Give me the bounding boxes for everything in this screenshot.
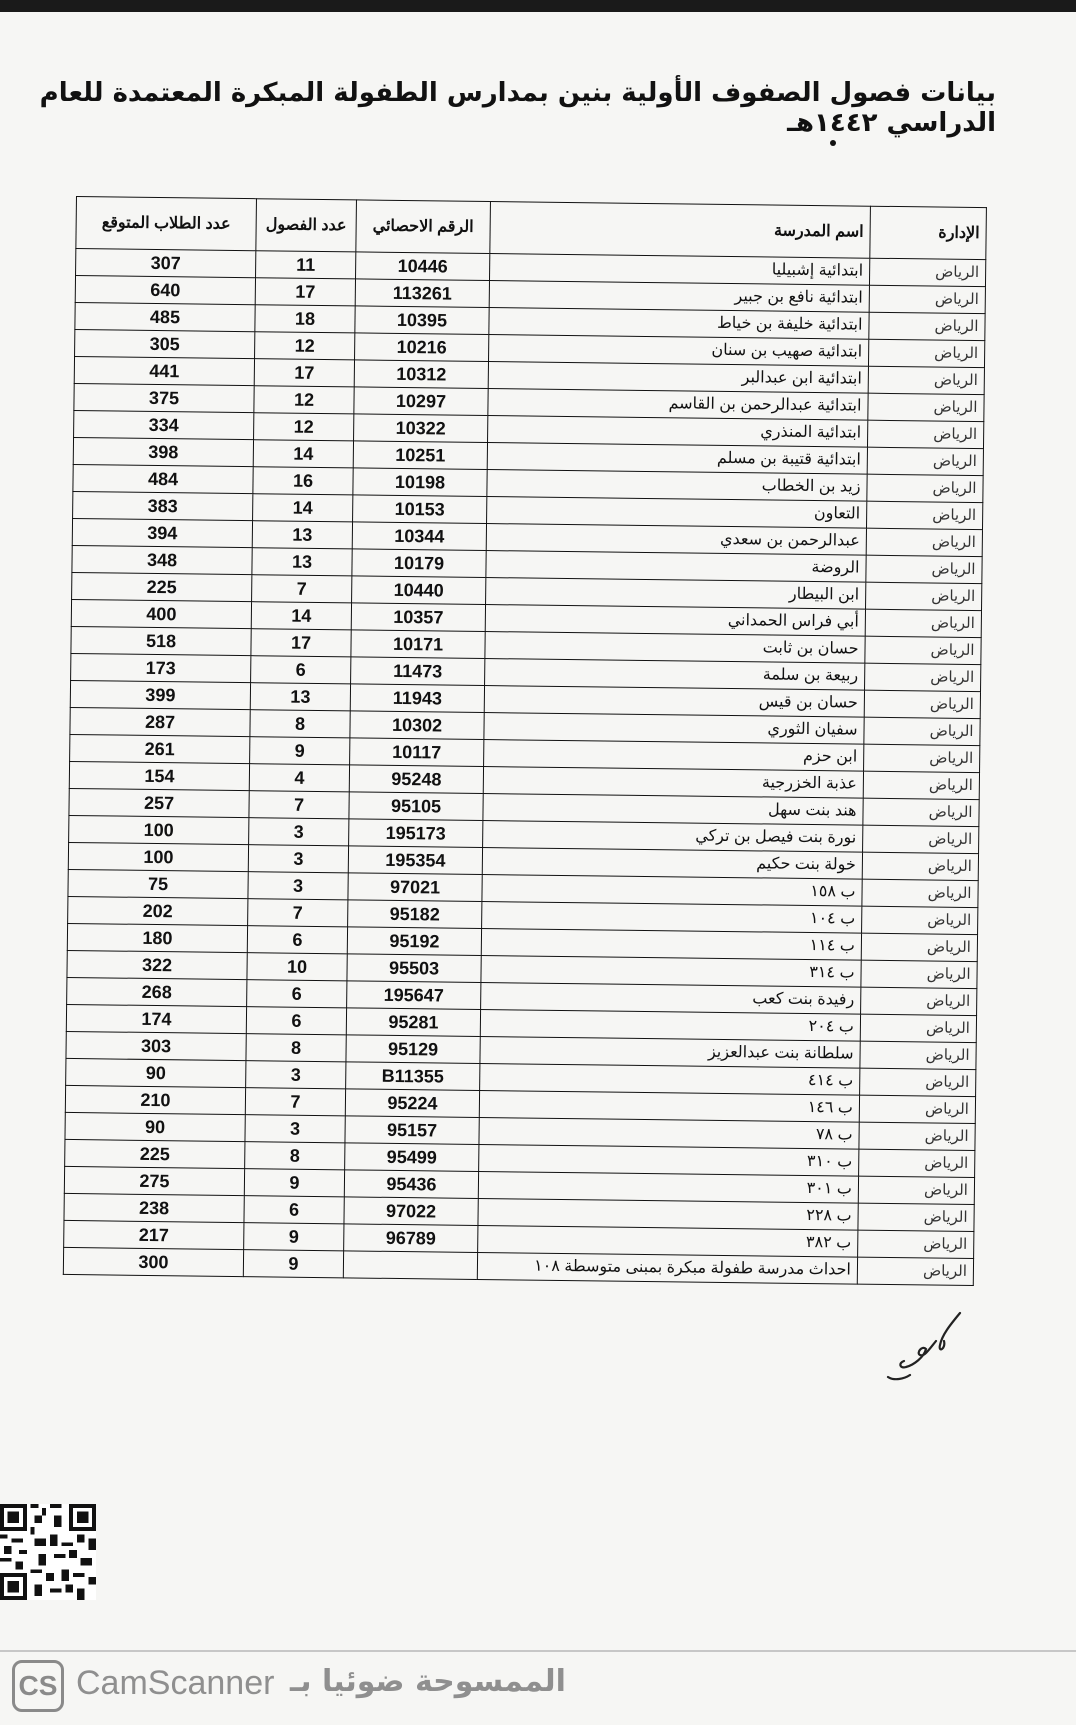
scan-top-edge — [0, 0, 1076, 12]
cell-stat-no: 10395 — [355, 306, 489, 335]
footer-divider — [0, 1650, 1076, 1652]
cell-school: ب ١٠٤ — [482, 902, 862, 934]
cell-school: زيد بن الخطاب — [487, 470, 867, 502]
cell-students: 383 — [73, 491, 253, 520]
cell-students: 100 — [68, 842, 248, 871]
cell-school: ابتدائية ابن عبدالبر — [488, 362, 868, 394]
cell-stat-no: B11355 — [346, 1062, 480, 1091]
cell-school: ب ٢٢٨ — [478, 1198, 858, 1230]
cell-stat-no: 95129 — [346, 1035, 480, 1064]
cell-admin: الرياض — [865, 609, 981, 637]
ink-dot — [830, 140, 836, 146]
cell-school: ب ٣١٤ — [481, 956, 861, 988]
cell-admin: الرياض — [865, 636, 981, 664]
cell-admin: الرياض — [859, 1122, 975, 1150]
cell-classes: 3 — [246, 1061, 346, 1089]
cell-stat-no: 10446 — [356, 252, 490, 281]
cell-classes: 6 — [244, 1196, 344, 1224]
camscanner-logo-icon: CS — [12, 1660, 64, 1712]
cell-admin: الرياض — [862, 879, 978, 907]
cell-admin: الرياض — [857, 1257, 973, 1285]
cell-classes: 6 — [251, 656, 351, 684]
cell-admin: الرياض — [861, 933, 977, 961]
cell-students: 303 — [66, 1031, 246, 1060]
cell-students: 518 — [71, 626, 251, 655]
cell-school: ب ٢٠٤ — [480, 1010, 860, 1042]
cell-stat-no: 95157 — [345, 1116, 479, 1145]
cell-admin: الرياض — [869, 258, 985, 286]
cell-school: عذبة الخزرجية — [483, 767, 863, 799]
cell-admin: الرياض — [865, 663, 981, 691]
cell-classes: 16 — [253, 467, 353, 495]
cell-admin: الرياض — [867, 447, 983, 475]
cell-school: ابن البيطار — [486, 578, 866, 610]
cell-classes: 13 — [252, 521, 352, 549]
cell-admin: الرياض — [867, 420, 983, 448]
cell-students: 210 — [65, 1085, 245, 1114]
cell-school: رفيدة بنت كعب — [481, 983, 861, 1015]
header-stat-no: الرقم الاحصائي — [356, 200, 491, 254]
cell-students: 100 — [69, 815, 249, 844]
cell-classes: 9 — [244, 1169, 344, 1197]
cell-students: 154 — [69, 761, 249, 790]
cell-classes: 12 — [255, 332, 355, 360]
cell-stat-no: 10171 — [351, 630, 485, 659]
cell-students: 275 — [64, 1166, 244, 1195]
cell-classes: 17 — [251, 629, 351, 657]
cell-students: 225 — [65, 1139, 245, 1168]
cell-admin: الرياض — [861, 987, 977, 1015]
cell-students: 305 — [75, 329, 255, 358]
cell-students: 441 — [74, 356, 254, 385]
cell-stat-no: 97022 — [344, 1197, 478, 1226]
camscanner-arabic-caption: الممسوحة ضوئيا بـ — [290, 1664, 566, 1699]
cell-stat-no: 10216 — [355, 333, 489, 362]
cell-admin: الرياض — [859, 1149, 975, 1177]
cell-classes: 14 — [253, 494, 353, 522]
document-title: بيانات فصول الصفوف الأولية بنين بمدارس الطفولة المبكرة المعتمدة للعام الدراسي ١٤٤٢هـ — [39, 78, 996, 138]
cell-stat-no: 10302 — [350, 711, 484, 740]
cell-stat-no: 195354 — [348, 846, 482, 875]
cell-classes: 9 — [243, 1250, 343, 1278]
cell-classes: 13 — [252, 548, 352, 576]
cell-classes: 7 — [245, 1088, 345, 1116]
cell-stat-no: 10312 — [354, 360, 488, 389]
cell-students: 238 — [64, 1193, 244, 1222]
cell-stat-no: 10153 — [353, 495, 487, 524]
cell-school: حسان بن ثابت — [485, 632, 865, 664]
cell-school: التعاون — [487, 497, 867, 529]
cell-stat-no: 95182 — [348, 900, 482, 929]
cell-students: 640 — [75, 276, 255, 305]
cell-stat-no: 10322 — [354, 414, 488, 443]
cell-school: ب ٤١٤ — [480, 1063, 860, 1095]
cell-classes: 13 — [250, 683, 350, 711]
cell-school: ابتدائية نافع بن جبير — [489, 281, 869, 313]
camscanner-brand: CamScanner — [76, 1664, 275, 1702]
cell-school: احداث مدرسة طفولة مبكرة بمبنى متوسطة ١٠٨ — [477, 1252, 857, 1284]
cell-classes: 11 — [256, 251, 356, 279]
cell-students: 398 — [73, 437, 253, 466]
cell-stat-no: 11943 — [350, 684, 484, 713]
cell-school: ربيعة بن سلمة — [485, 659, 865, 691]
cell-stat-no: 113261 — [355, 279, 489, 308]
cell-school: ب ٣٠١ — [478, 1171, 858, 1203]
cell-classes: 18 — [255, 305, 355, 333]
cell-stat-no: 97021 — [348, 873, 482, 902]
cell-students: 261 — [70, 734, 250, 763]
cell-students: 307 — [76, 249, 256, 278]
cell-school: ب ٧٨ — [479, 1117, 859, 1149]
cell-stat-no: 10198 — [353, 468, 487, 497]
cell-stat-no: 95281 — [346, 1008, 480, 1037]
cell-school: أبي فراس الحمداني — [485, 605, 865, 637]
cell-stat-no: 195647 — [347, 981, 481, 1010]
cell-stat-no: 95105 — [349, 792, 483, 821]
cell-stat-no: 95436 — [344, 1170, 478, 1199]
cell-classes: 7 — [249, 791, 349, 819]
cell-students: 90 — [66, 1058, 246, 1087]
schools-table — [63, 196, 987, 1286]
cell-classes: 3 — [245, 1115, 345, 1143]
cell-admin: الرياض — [864, 717, 980, 745]
cell-stat-no: 10357 — [351, 603, 485, 632]
cell-school: ابتدائية خليفة بن خياط — [489, 308, 869, 340]
cell-stat-no: 10297 — [354, 387, 488, 416]
cell-admin: الرياض — [862, 906, 978, 934]
cell-admin: الرياض — [858, 1176, 974, 1204]
cell-students: 180 — [67, 923, 247, 952]
cell-admin: الرياض — [861, 960, 977, 988]
cell-admin: الرياض — [868, 366, 984, 394]
cell-classes: 3 — [248, 845, 348, 873]
header-classes: عدد الفصول — [256, 199, 357, 252]
cell-admin: الرياض — [869, 312, 985, 340]
cell-stat-no: 95248 — [349, 765, 483, 794]
cell-students: 375 — [74, 383, 254, 412]
cell-classes: 7 — [252, 575, 352, 603]
cell-admin: الرياض — [866, 555, 982, 583]
cell-school: ب ٣١٠ — [479, 1144, 859, 1176]
cell-students: 173 — [71, 653, 251, 682]
cell-admin: الرياض — [867, 501, 983, 529]
cell-classes: 3 — [249, 818, 349, 846]
cell-admin: الرياض — [866, 582, 982, 610]
cell-school: ب ١١٤ — [481, 929, 861, 961]
cell-students: 485 — [75, 302, 255, 331]
cell-students: 268 — [67, 977, 247, 1006]
cell-admin: الرياض — [860, 1014, 976, 1042]
cell-classes: 17 — [255, 278, 355, 306]
cell-classes: 17 — [254, 359, 354, 387]
cell-stat-no — [343, 1251, 477, 1280]
cell-admin: الرياض — [860, 1068, 976, 1096]
cell-classes: 6 — [247, 980, 347, 1008]
cell-stat-no: 10251 — [353, 441, 487, 470]
cell-stat-no: 95192 — [347, 927, 481, 956]
cell-admin: الرياض — [864, 744, 980, 772]
cell-school: نورة بنت فيصل بن تركي — [483, 821, 863, 853]
cell-students: 287 — [70, 707, 250, 736]
cell-classes: 12 — [254, 386, 354, 414]
cell-school: الروضة — [486, 551, 866, 583]
cell-school: ابتدائية قتيبة بن مسلم — [487, 443, 867, 475]
cell-students: 257 — [69, 788, 249, 817]
cell-students: 174 — [66, 1004, 246, 1033]
cell-students: 75 — [68, 869, 248, 898]
cell-admin: الرياض — [866, 528, 982, 556]
cell-school: ابتدائية صهيب بن سنان — [489, 335, 869, 367]
cell-classes: 8 — [245, 1142, 345, 1170]
cell-school: ب ٣٨٢ — [478, 1225, 858, 1257]
cell-students: 322 — [67, 950, 247, 979]
cell-classes: 4 — [249, 764, 349, 792]
cell-students: 348 — [72, 545, 252, 574]
cell-admin: الرياض — [863, 798, 979, 826]
cell-stat-no: 195173 — [349, 819, 483, 848]
cell-stat-no: 10179 — [352, 549, 486, 578]
cell-classes: 14 — [251, 602, 351, 630]
cell-stat-no: 95499 — [345, 1143, 479, 1172]
cell-classes: 6 — [247, 926, 347, 954]
cell-students: 399 — [70, 680, 250, 709]
cell-admin: الرياض — [858, 1203, 974, 1231]
cell-admin: الرياض — [868, 393, 984, 421]
cell-stat-no: 95503 — [347, 954, 481, 983]
cell-school: ب ١٥٨ — [482, 875, 862, 907]
table-body — [63, 249, 985, 1286]
cell-classes: 3 — [248, 872, 348, 900]
cell-admin: الرياض — [864, 690, 980, 718]
header-school: اسم المدرسة — [490, 202, 871, 259]
cell-classes: 8 — [246, 1034, 346, 1062]
cell-classes: 9 — [250, 737, 350, 765]
cell-students: 225 — [72, 572, 252, 601]
header-students: عدد الطلاب المتوقع — [76, 197, 257, 251]
cell-admin: الرياض — [868, 339, 984, 367]
cell-classes: 6 — [246, 1007, 346, 1035]
cell-students: 400 — [71, 599, 251, 628]
cell-admin: الرياض — [869, 285, 985, 313]
cell-students: 394 — [72, 518, 252, 547]
cell-admin: الرياض — [858, 1230, 974, 1258]
cell-admin: الرياض — [862, 852, 978, 880]
cell-students: 90 — [65, 1112, 245, 1141]
cell-classes: 10 — [247, 953, 347, 981]
cell-school: ابتدائية إشبيليا — [489, 254, 869, 286]
cell-admin: الرياض — [863, 771, 979, 799]
cell-classes: 7 — [248, 899, 348, 927]
cell-students: 217 — [64, 1220, 244, 1249]
handwritten-signature — [880, 1305, 970, 1395]
cell-school: خولة بنت حكيم — [482, 848, 862, 880]
cell-school: سفيان الثوري — [484, 713, 864, 745]
cell-students: 334 — [74, 410, 254, 439]
cell-stat-no: 10440 — [352, 576, 486, 605]
cell-school: هند بنت سهل — [483, 794, 863, 826]
cell-school: ابتدائية عبدالرحمن بن القاسم — [488, 389, 868, 421]
qr-code — [0, 1504, 96, 1600]
cell-stat-no: 10117 — [350, 738, 484, 767]
cell-admin: الرياض — [859, 1095, 975, 1123]
cell-admin: الرياض — [867, 474, 983, 502]
cell-admin: الرياض — [860, 1041, 976, 1069]
cell-admin: الرياض — [863, 825, 979, 853]
cell-stat-no: 11473 — [351, 657, 485, 686]
cell-classes: 8 — [250, 710, 350, 738]
cell-school: ابتدائية المنذري — [488, 416, 868, 448]
cell-classes: 14 — [253, 440, 353, 468]
header-admin: الإدارة — [870, 206, 987, 259]
cell-school: حسان بن قيس — [484, 686, 864, 718]
cell-school: سلطانة بنت عبدالعزيز — [480, 1037, 860, 1069]
cell-students: 202 — [68, 896, 248, 925]
cell-stat-no: 10344 — [352, 522, 486, 551]
cell-classes: 12 — [254, 413, 354, 441]
cell-stat-no: 95224 — [345, 1089, 479, 1118]
cell-school: عبدالرحمن بن سعدي — [486, 524, 866, 556]
cell-stat-no: 96789 — [344, 1224, 478, 1253]
cell-classes: 9 — [244, 1223, 344, 1251]
cell-students: 484 — [73, 464, 253, 493]
cell-students: 300 — [63, 1247, 243, 1276]
cell-school: ابن حزم — [484, 740, 864, 772]
cell-school: ب ١٤٦ — [479, 1090, 859, 1122]
